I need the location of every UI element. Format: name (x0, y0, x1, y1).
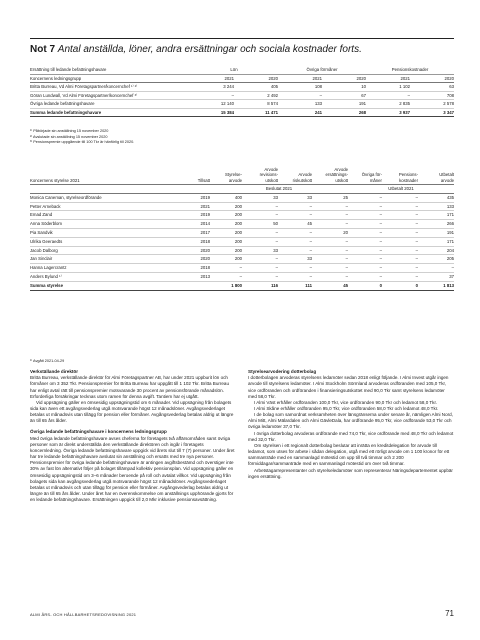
table-cell: – (348, 193, 382, 202)
table-cell: – (190, 91, 234, 100)
section-heading: Styrelsearvodering dotterbolag (248, 369, 317, 374)
table-cell: – (210, 264, 242, 273)
table-cell: – (348, 220, 382, 229)
table-cell: – (312, 202, 348, 211)
table-cell: – (348, 202, 382, 211)
appointed-year: 2020 (180, 246, 210, 255)
table-cell: 191 (322, 100, 366, 109)
row-name: Göran Lundwall, Vd Almi Företagspartner/koncernchef ³⁾ (30, 91, 190, 100)
top-rule (30, 38, 454, 39)
body-paragraph: I Almi Skåne erhåller ordföranden 95,0 Tkr, vice ordföranden 58,0 Tkr och ledamot 48,0 Tkr. (254, 405, 439, 411)
body-paragraph: Om styrelsen i ett regionalt dotterbolag beslutar att inrätta en kreditdelegation för arvode till ledamot, som utses för arbete i sådan delegation, utgå med ett rörligt arvode om 1 100 kronor för ett sammanträde med en sammanlagd mötestid om upp till två timmar och 2 200 förmiddagar/sammanträde med en sammanlagd mötestid om över två timmar. (248, 442, 450, 467)
section-heading: Verkställande direktör (30, 369, 79, 374)
board-member-name: Pia Sandvik (30, 228, 180, 237)
note-title (30, 44, 454, 56)
table-cell: 33 (242, 246, 278, 255)
table-cell: – (382, 237, 418, 246)
appointed-year: 2018 (180, 237, 210, 246)
table-cell: – (312, 264, 348, 273)
year-header: 2020 (410, 74, 454, 83)
column-header: Övriga för- måner (348, 158, 382, 185)
body-paragraph: I dotterbolagen arvoderas styrelsens ledamöter sedan 2018 enligt följande. I Almi Invest utgår ingen arvode till styrelsens ledamöter. I Almi Stockholm Sörmland arvoderas ordföranden med 105,0 Tkr, vice ordföranden och ordföranden i finansieringsutskottet med 90,0 Tkr samt styrelsens ledamöter med 58,0 Tkr. (248, 375, 449, 399)
table-cell: – (348, 255, 382, 264)
table-cell: 204 (418, 246, 454, 255)
table-cell: – (242, 264, 278, 273)
table-cell: 108 (278, 83, 322, 92)
group-header-pension: Pensionskostnader (366, 66, 454, 74)
row-name: Summa styrelse (30, 281, 180, 290)
text-column-right (248, 369, 454, 480)
appointed-year: 2014 (180, 220, 210, 229)
table-cell: – (278, 211, 312, 220)
table-cell: – (312, 220, 348, 229)
table-cell: 45 (312, 281, 348, 290)
board-member-name: Ulrika Geeraedts (30, 237, 180, 246)
table-cell: 171 (418, 211, 454, 220)
table-cell: – (312, 246, 348, 255)
table1-heading: Ersättning till ledande befattningshavare (30, 66, 190, 74)
table-cell: 200 (210, 228, 242, 237)
footnote: ²⁾ Avslutade sin anställning 15 november 2020 (30, 134, 108, 139)
table-row (30, 91, 454, 100)
table-cell: – (242, 255, 278, 264)
body-paragraph: I de bolag som samordnat verksamheten över länsgränserna under senare år, nämligen Almi Nord, Almi Mitt, Almi Mälardalen och Almi GävleDala, har ordförande 95,0 Tkr, vice ordförande 53,0 Tkr och övriga ledamöter 37,0 Tkr. (248, 412, 453, 430)
table-cell: 33 (242, 193, 278, 202)
table1-row-label: Koncernens ledningsgrupp (30, 74, 190, 83)
table-cell: – (382, 193, 418, 202)
year-header: 2020 (322, 74, 366, 83)
table-cell: – (278, 246, 312, 255)
year-header: 2021 (278, 74, 322, 83)
table-cell: 1 102 (366, 83, 410, 92)
table-cell: – (278, 264, 312, 273)
table-cell: 20 (312, 228, 348, 237)
sub-header-decided: Beslutat 2021 (210, 185, 348, 194)
table-cell: – (348, 272, 382, 281)
footnote: ³⁾ Pensionspremie uppgående till 100 Tkr är hänförlig till 2020. (30, 140, 135, 145)
body-paragraph: Arbetstagarrepresentanter och styrelseledamöter som representerar Näringsdepartementet uppbär ingen ersättning. (248, 467, 453, 479)
column-header: Pensions- kostnader (382, 158, 418, 185)
table-cell: – (278, 237, 312, 246)
footer-text: ALMI ÅRS- OCH HÅLLBARHETSREDOVISNING 2021 (30, 612, 137, 617)
body-paragraph: I övriga dotterbolag arvoderas ordförande med 74,0 Tkr, vice ordförande med 48,0 Tkr och ledamot med 32,0 Tkr. (248, 430, 454, 442)
board-member-name: Petter Arneback (30, 202, 180, 211)
table-cell: 25 (312, 193, 348, 202)
table-cell: 3 347 (410, 108, 454, 117)
table-cell: 2 492 (234, 91, 278, 100)
page-number: 71 (445, 609, 454, 618)
table-cell: – (242, 237, 278, 246)
table-cell: – (348, 228, 382, 237)
appointed-year: 2021 (180, 202, 210, 211)
table-cell: – (382, 264, 418, 273)
table-cell: 3 244 (190, 83, 234, 92)
table-cell: – (278, 202, 312, 211)
table-cell: 266 (418, 220, 454, 229)
board-member-name: Jan Sinclair (30, 255, 180, 264)
board-member-name: Hanna Lagercrantz (30, 264, 180, 273)
year-header: 2020 (234, 74, 278, 83)
table-cell: 111 (278, 281, 312, 290)
table-cell: 1 813 (418, 281, 454, 290)
board-member-name: Anders Bylund ¹⁾ (30, 272, 180, 281)
table-cell: – (382, 228, 418, 237)
column-header: Styrelse- arvode (210, 158, 242, 185)
table-cell: – (242, 228, 278, 237)
table-cell: 0 (382, 281, 418, 290)
body-paragraph: Britta Burreau, verkställande direktör för Almi Företagspartner AB, har under 2021 uppburit lön och förmåner om 3 352 Tkr. Pensionspremier för Britta Burreau har uppgått till 1 102 Tkr. Britta Burreau har enligt avtal rätt till pensionspremier motsvarande 30 procent av pensionsförande månadslön. Erforderliga försäkringar tecknas utom ramen för denna avgift. Tantiem har ej utgått. (30, 375, 229, 399)
column-header: Koncernens styrelse 2021 (30, 158, 180, 185)
table-cell: 116 (242, 281, 278, 290)
appointed-year: 2020 (180, 255, 210, 264)
footnote: ¹⁾ Påbörjade sin anställning 15 november 2020 (30, 129, 109, 133)
sum-row (30, 281, 454, 290)
table-row (30, 237, 454, 246)
table-cell: – (382, 220, 418, 229)
board-fees-table (30, 158, 454, 291)
note-heading: Antal anställda, löner, andra ersättningar och sociala kostnader forts. (57, 44, 362, 55)
table-row (30, 211, 454, 220)
table-cell: – (348, 246, 382, 255)
table-cell: – (348, 237, 382, 246)
table-cell: 10 (322, 83, 366, 92)
group-header-benefits: Övriga förmåner (278, 66, 366, 74)
board-member-name: Emad Zand (30, 211, 180, 220)
table-cell: 241 (278, 108, 322, 117)
table-cell: 200 (210, 211, 242, 220)
table-cell: – (278, 272, 312, 281)
table-cell: – (242, 272, 278, 281)
year-header: 2021 (190, 74, 234, 83)
row-name: Britta Burreau, Vd Almi Företagspartner/koncernchef ¹⁾ ²⁾ (30, 83, 190, 92)
table-cell: 15 384 (190, 108, 234, 117)
footnotes-table1 (30, 129, 134, 146)
sum-row (30, 108, 454, 117)
table-row (30, 272, 454, 281)
table-cell: – (278, 91, 322, 100)
table-cell: – (382, 255, 418, 264)
table-cell: 405 (234, 83, 278, 92)
table-cell: 45 (278, 220, 312, 229)
table-cell: 37 (418, 272, 454, 281)
sub-header-paid: Utbetalt 2021 (348, 185, 454, 194)
table-cell: – (382, 246, 418, 255)
table-cell: – (210, 272, 242, 281)
text-column-left (30, 369, 236, 503)
table-row (30, 83, 454, 92)
table-row (30, 220, 454, 229)
table-cell: 133 (278, 100, 322, 109)
table-cell: – (312, 237, 348, 246)
body-paragraph: Med övriga ledande befattningshavare avses cheferna för företagets två affärsområden samt övriga personer som är direkt underställda den verkställande direktören och ingår i företagets koncernledning. Övriga ledande befattningshavare uppgick vid årets slut till 7 (7) personer. Under året har tre ledande befattningshavare avslutat sin anställning och ersatts med tre nya personer. Pensionspremier för övriga ledande befattningshavare är antingen avgiftsbestämd och överstiger inte 30% av fast lön alternativt följer på bolaget tillämpad kollektiv pensionsplan. Vid uppsägning gäller en ömsesidig uppsägningstid om 3–6 månader beroende på roll och avtalat villkor. Vid uppsägning från bolagets sida kan avgångsvederlag utgå motsvarande högst 12 månadslöner. Avgångsvederlaget betalas ut månadsvis och utan tillägg för pension eller förmåner. Avgångsvederlag betalas aldrig ut längre än till 65 års ålder. Under året har en överenskommelse om anställnings upphörande gjorts för en ledande befattningshavare. Ersättningen uppgick till 2,0 Mkr inklusive pensionsavsättning. (30, 435, 235, 503)
table-cell: 268 (322, 108, 366, 117)
table-cell: 1 800 (210, 281, 242, 290)
table-cell: – (242, 202, 278, 211)
table-cell: 400 (210, 193, 242, 202)
row-name: Summa ledande befattningshavare (30, 108, 190, 117)
table-row (30, 202, 454, 211)
table-cell: – (382, 211, 418, 220)
column-header: Arvode ersättnings- utskott (312, 158, 348, 185)
table-cell: 8 574 (234, 100, 278, 109)
table-cell: 11 471 (234, 108, 278, 117)
appointed-year: 2018 (180, 264, 210, 273)
table-cell (180, 281, 210, 290)
column-header: Tillsatt (180, 158, 210, 185)
table-cell: 63 (410, 83, 454, 92)
table-cell: – (312, 211, 348, 220)
appointed-year: 2019 (180, 193, 210, 202)
body-paragraph: Vid uppsägning gäller en ömsesidig uppsägningstid om 6 månader. Vid uppsägning från bolagets sida kan även ett avgångsvederlag utgå motsvarande högst 12 månadslöner. Avgångsvederlaget betalas ut månadsvis utan tillägg för pension eller förmåner. Avgångsvederlag betalas aldrig ut längre än till 65 års ålder. (30, 399, 234, 424)
group-header-salary: Lön (190, 66, 278, 74)
table-cell: 171 (418, 237, 454, 246)
table-cell: – (418, 264, 454, 273)
table-cell: – (312, 272, 348, 281)
note-number: Not 7 (30, 44, 55, 55)
appointed-year: 2019 (180, 211, 210, 220)
table-cell: 200 (210, 246, 242, 255)
footnote-table2: ¹⁾ Avgått 2021-04-29 (30, 359, 65, 363)
table-cell: 2 578 (410, 100, 454, 109)
table-cell: 3 937 (366, 108, 410, 117)
table-cell: 200 (210, 220, 242, 229)
table-row (30, 228, 454, 237)
appointed-year: 2017 (180, 228, 210, 237)
table-cell: – (312, 255, 348, 264)
table-row (30, 100, 454, 109)
executive-compensation-table (30, 66, 454, 117)
board-member-name: Monica Caneman, styrelseordförande (30, 193, 180, 202)
column-header: Arvode revisions- utskott (242, 158, 278, 185)
table-cell: 33 (278, 255, 312, 264)
table-cell: – (348, 264, 382, 273)
table-cell: 708 (410, 91, 454, 100)
table-cell: – (242, 211, 278, 220)
table-row (30, 255, 454, 264)
table-cell: 33 (278, 193, 312, 202)
board-member-name: Jacob Dalborg (30, 246, 180, 255)
table-cell: 50 (242, 220, 278, 229)
table-cell: – (382, 202, 418, 211)
column-header: Utbetalt arvode (418, 158, 454, 185)
table-cell: 200 (210, 255, 242, 264)
table-row (30, 193, 454, 202)
table-cell: 67 (322, 91, 366, 100)
table-cell: – (382, 272, 418, 281)
table-row (30, 264, 454, 273)
table-cell: – (366, 91, 410, 100)
table-cell: 0 (348, 281, 382, 290)
column-header: Arvode riskutskott (278, 158, 312, 185)
table-cell: – (278, 228, 312, 237)
table-cell: 133 (418, 202, 454, 211)
table-cell: 205 (418, 255, 454, 264)
table-cell: 200 (210, 202, 242, 211)
table-cell: 435 (418, 193, 454, 202)
section-heading: Övriga ledande befattningshavare i koncernens ledningsgrupp (30, 429, 167, 435)
table-cell: 191 (418, 228, 454, 237)
board-member-name: Anna Söderblom (30, 220, 180, 229)
row-name: Övriga ledande befattningshavare (30, 100, 190, 109)
table-row (30, 246, 454, 255)
table-cell: 2 835 (366, 100, 410, 109)
body-paragraph: I Almi Väst erhåller ordföranden 100,0 Tkr, vice ordföranden 90,0 Tkr och ledamot 58,0 Tkr. (254, 399, 437, 405)
appointed-year: 2013 (180, 272, 210, 281)
table-cell: – (348, 211, 382, 220)
year-header: 2021 (366, 74, 410, 83)
table-cell: 12 140 (190, 100, 234, 109)
table-cell: 200 (210, 237, 242, 246)
